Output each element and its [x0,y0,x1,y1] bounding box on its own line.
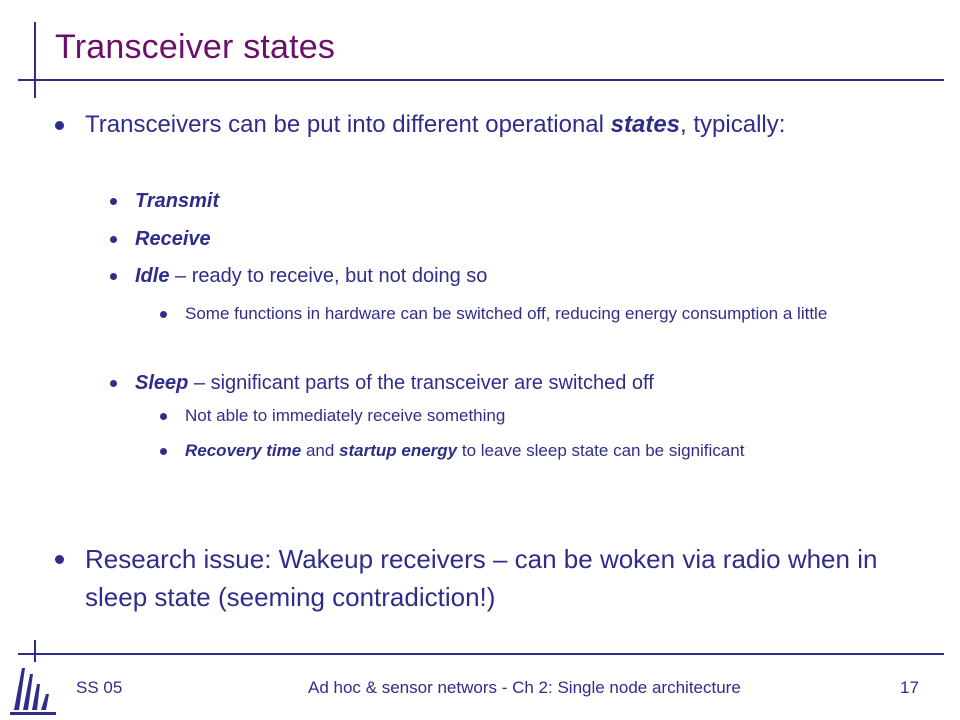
slide-title: Transceiver states [55,28,336,66]
bullet-marker [55,121,64,130]
footer-left: SS 05 [76,678,123,697]
university-logo-icon [8,660,58,716]
bullet-marker [160,448,167,455]
sleep-recovery-detail [185,438,885,464]
state-receive [135,226,211,252]
bottom-horizontal-rule [18,653,944,655]
bullet-marker [160,413,167,420]
startup-energy-emphasis: startup energy [339,441,458,460]
sleep-detail [185,403,885,429]
bullet-research-issue [85,540,915,616]
state-name: Sleep [135,372,189,394]
research-issue-text: Research issue: Wakeup receivers – can be woken via radio when in sleep state (seeming contradiction!) [85,544,878,612]
state-description: – ready to receive, but not doing so [169,265,488,287]
state-sleep [135,370,654,396]
bullet-marker [160,311,167,318]
bullet-marker [55,555,64,564]
recovery-rest-text: to leave sleep state can be significant [457,441,745,460]
recovery-time-emphasis: Recovery time [185,441,302,460]
and-text: and [301,441,340,460]
sleep-detail-text: Not able to immediately receive something [185,406,506,425]
bullet-marker [110,198,117,205]
page-number: 17 [900,678,919,697]
state-idle [135,263,487,289]
bullet-emphasis: states [610,111,681,138]
bullet-text: Transceivers can be put into different operational [85,111,611,138]
footer-center: Ad hoc & sensor networs - Ch 2: Single node architecture [308,678,741,697]
state-name: Idle [135,265,170,287]
bullet-marker [110,236,117,243]
idle-detail [185,301,885,327]
idle-detail-text: Some functions in hardware can be switched off, reducing energy consumption a little [185,304,828,323]
state-name: Receive [135,228,211,250]
bullet-marker [110,273,117,280]
bullet-text-end: , typically: [680,111,786,138]
state-description: – significant parts of the transceiver are switched off [188,372,654,394]
state-name: Transmit [135,190,220,212]
bullet-states [85,107,925,142]
bullet-marker [110,380,117,387]
bottom-vertical-rule [34,640,36,662]
state-transmit [135,188,219,214]
